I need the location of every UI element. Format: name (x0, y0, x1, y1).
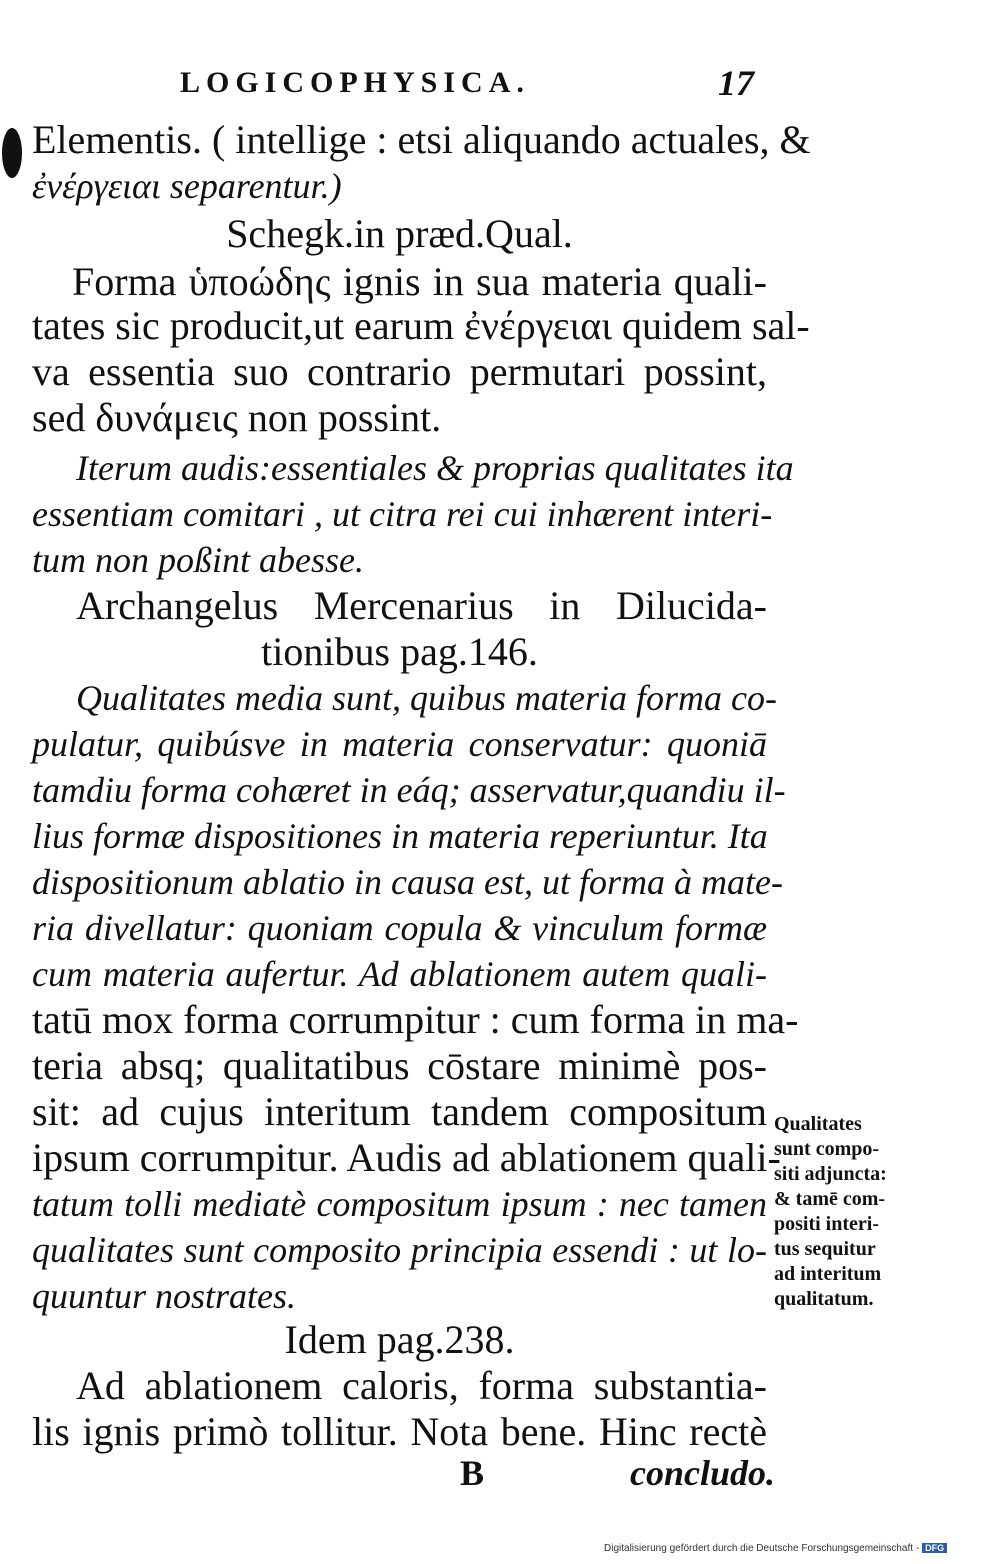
text-line: sed δυνάμεις non possint. (32, 395, 442, 440)
text-line: Elementis. ( intellige : etsi aliquando actuales, & (32, 117, 811, 162)
text-line: Qualitates media sunt, quibus materia forma co- (76, 678, 777, 718)
page-number: 17 (718, 63, 754, 103)
text-line: tatū mox forma corrumpitur : cum forma in ma- (32, 997, 799, 1042)
text-line: cum materia aufertur. Ad ablationem autem quali- (32, 954, 767, 994)
margin-note-line: Qualitates (774, 1113, 862, 1135)
catchword: concludo. (630, 1453, 776, 1493)
digitization-footer (604, 1543, 947, 1554)
running-head: LOGICOPHYSICA. (180, 66, 530, 99)
text-line: tates sic producit,ut earum ἐνέργειαι quidem sal- (32, 303, 810, 348)
text-line: lius formæ dispositiones in materia reperiuntur. Ita (32, 816, 768, 856)
margin-note-line: ad interitum (774, 1263, 882, 1285)
text-line: ipsum corrumpitur. Audis ad ablationem quali- (32, 1135, 781, 1180)
section-heading: Archangelus Mercenarius in Dilucida- (76, 583, 767, 628)
text-line: essentiam comitari , ut citra rei cui inhærent interi- (32, 494, 773, 534)
text-line: ria divellatur: quoniam copula & vinculum formæ (32, 908, 767, 948)
margin-note-line: sunt compo- (774, 1138, 880, 1160)
text-line: dispositionum ablatio in causa est, ut forma à mate- (32, 862, 783, 902)
margin-note-line: tus sequitur (774, 1238, 876, 1260)
margin-note-line: qualitatum. (774, 1288, 874, 1310)
text-line: qualitates sunt composito principia essendi : ut lo- (32, 1230, 767, 1270)
section-heading: Idem pag.238. (284, 1317, 515, 1362)
text-line: ἐνέργειαι separentur.) (32, 166, 342, 206)
ink-blot (2, 128, 22, 178)
margin-note-line: siti adjuncta: (774, 1163, 887, 1185)
text-line: pulatur, quibúsve in materia conservatur: quoniā (32, 724, 767, 764)
text-line: sit: ad cujus interitum tandem compositum (32, 1089, 767, 1134)
text-line: lis ignis primò tollitur. Nota bene. Hinc rectè (32, 1409, 767, 1454)
text-line: va essentia suo contrario permutari possint, (32, 349, 767, 394)
section-heading: Schegk.in præd.Qual. (226, 211, 573, 256)
signature-mark: B (460, 1453, 485, 1493)
margin-note (774, 1112, 944, 1312)
text-line: quuntur nostrates. (32, 1276, 297, 1316)
text-line: tum non poßint abesse. (32, 540, 364, 580)
section-heading: tionibus pag.146. (261, 629, 538, 674)
text-line: Forma ὑποώδης ignis in sua materia quali- (72, 259, 767, 304)
footer-text: Digitalisierung gefördert durch die Deutsche Forschungsgemeinschaft - (604, 1543, 920, 1554)
text-line: Ad ablationem caloris, forma substantia- (76, 1363, 767, 1408)
text-line: tatum tolli mediatè compositum ipsum : nec tamen (32, 1184, 767, 1224)
margin-note-line: positi interi- (774, 1213, 879, 1235)
text-line: tamdiu forma cohæret in eáq; asservatur,quandiu il- (32, 770, 786, 810)
text-line: teria absq; qualitatibus cōstare minimè pos- (32, 1043, 767, 1088)
margin-note-line: & tamē com- (774, 1188, 886, 1210)
text-line: Iterum audis:essentiales & proprias qualitates ita (76, 448, 794, 488)
dfg-logo: DFG (922, 1543, 947, 1553)
